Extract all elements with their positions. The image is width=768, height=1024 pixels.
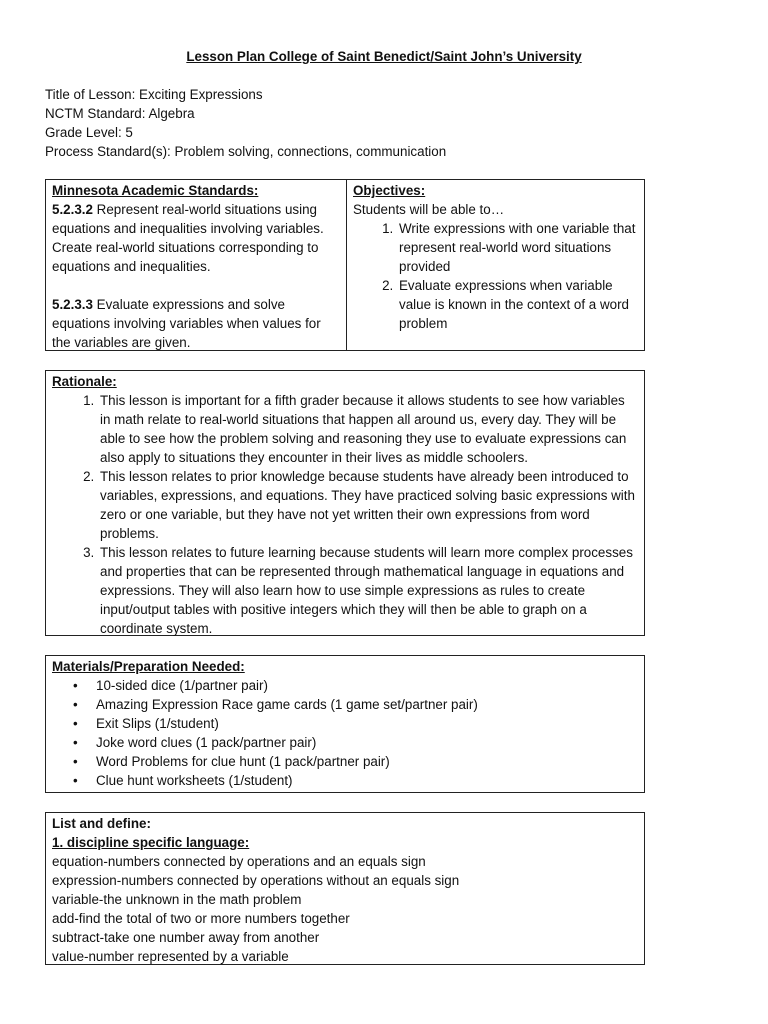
definition-line: add-find the total of two or more numbers together xyxy=(52,911,350,926)
material-item: • Clue hunt worksheets (1/student) xyxy=(73,773,293,788)
objectives-list xyxy=(353,219,640,333)
bullet-icon: • xyxy=(73,773,78,788)
lesson-meta xyxy=(45,85,446,161)
nctm-standard: NCTM Standard: Algebra xyxy=(45,106,195,121)
bullet-icon: • xyxy=(73,716,78,731)
bullet-icon: • xyxy=(73,735,78,750)
rationale-item: 1. This lesson is important for a fifth grader because it allows students to see how variables in math relate to real-world situations that happen all around us, every day. They will be able to see how the problem solving and reasoning they use to evaluate expressions can also apply to situations they encounter in their lives as middle schoolers. xyxy=(98,391,638,467)
objective-item: 1. Write expressions with one variable that represent real-world word situations provided xyxy=(397,219,640,276)
bullet-icon: • xyxy=(73,678,78,693)
materials-list xyxy=(52,676,638,790)
standard-item xyxy=(52,295,341,352)
grade-level: Grade Level: 5 xyxy=(45,125,133,140)
definition-line: subtract-take one number away from another xyxy=(52,930,320,945)
standard-text: Represent real-world situations using equations and inequalities involving variables. Create real-world situations corresponding to equations and inequalities. xyxy=(52,202,324,274)
standard-code: 5.2.3.2 xyxy=(52,202,93,217)
bullet-icon: • xyxy=(73,754,78,769)
rationale-item: 3. This lesson relates to future learning because students will learn more complex processes and properties that can be represented through mathematical language in equations and expressions. They will also learn how to use simple expressions as rules to create input/output tables with positive integers which they will then be able to graph on a coordinate system. xyxy=(98,543,638,638)
rationale-box xyxy=(45,370,645,636)
definition-line: equation-numbers connected by operations and an equals sign xyxy=(52,854,426,869)
lesson-title: Title of Lesson: Exciting Expressions xyxy=(45,87,263,102)
objectives-heading: Objectives: xyxy=(353,183,426,198)
objectives-intro: Students will be able to… xyxy=(353,202,505,217)
standard-code: 5.2.3.3 xyxy=(52,297,93,312)
standard-item xyxy=(52,200,341,276)
objectives-cell xyxy=(347,180,644,350)
page-title: Lesson Plan College of Saint Benedict/Saint John’s University xyxy=(186,49,582,64)
define-box xyxy=(45,812,645,965)
definition-line: expression-numbers connected by operations without an equals sign xyxy=(52,873,460,888)
standards-cell xyxy=(46,180,347,350)
material-item: • Amazing Expression Race game cards (1 game set/partner pair) xyxy=(73,697,478,712)
definition-line: value-number represented by a variable xyxy=(52,949,289,964)
bullet-icon: • xyxy=(73,697,78,712)
objective-item: 2. Evaluate expressions when variable value is known in the context of a word problem xyxy=(397,276,640,333)
define-heading: List and define: xyxy=(52,816,151,831)
process-standards: Process Standard(s): Problem solving, connections, communication xyxy=(45,144,447,159)
rationale-heading: Rationale: xyxy=(52,374,117,389)
standard-text: Evaluate expressions and solve equations involving variables when values for the variables are given. xyxy=(52,297,321,350)
material-item: • 10-sided dice (1/partner pair) xyxy=(73,678,268,693)
materials-box xyxy=(45,655,645,793)
standards-heading: Minnesota Academic Standards: xyxy=(52,183,259,198)
define-subheading: 1. discipline specific language: xyxy=(52,835,250,850)
material-item: • Word Problems for clue hunt (1 pack/partner pair) xyxy=(73,754,390,769)
material-item: • Exit Slips (1/student) xyxy=(73,716,219,731)
standards-objectives-table xyxy=(45,179,645,351)
definition-line: variable-the unknown in the math problem xyxy=(52,892,302,907)
materials-heading: Materials/Preparation Needed: xyxy=(52,659,245,674)
rationale-item: 2. This lesson relates to prior knowledge because students have already been introduced to variables, expressions, and equations. They have practiced solving basic expressions with zero or one variable, but they have not yet written their own expressions from word problems. xyxy=(98,467,638,543)
rationale-list xyxy=(52,391,638,638)
material-item: • Joke word clues (1 pack/partner pair) xyxy=(73,735,317,750)
